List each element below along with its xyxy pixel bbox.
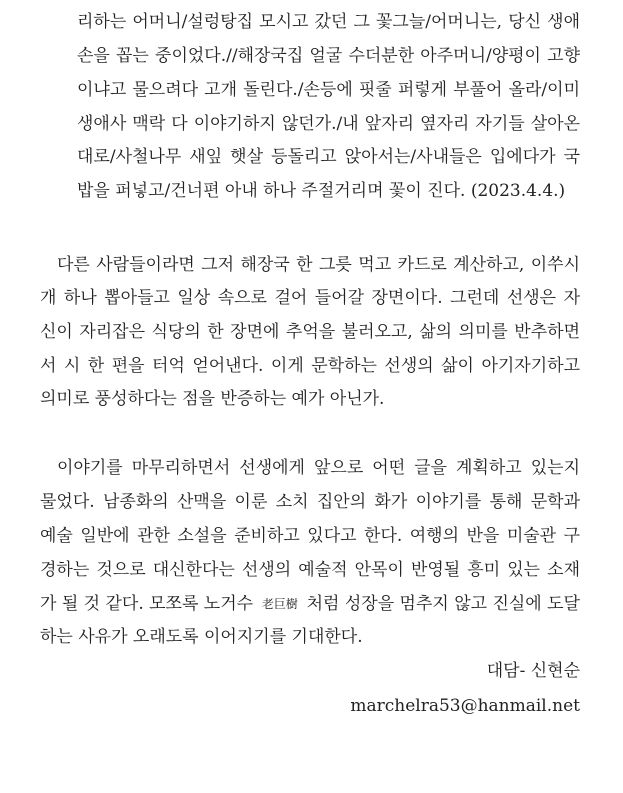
- paragraph-line: 경하는 것으로 대신한다는 선생의 예술적 안목이 반영될 흥미 있는 소재: [40, 560, 580, 580]
- paragraph-line: 물었다. 남종화의 산맥을 이룬 소치 집안의 화가 이야기를 통해 문학과: [40, 492, 580, 512]
- paragraph-line: 신이 자리잡은 식당의 한 장면에 추억을 불러오고, 삶의 의미를 반추하면: [40, 322, 580, 342]
- interviewer-credit: 대담- 신현순: [486, 661, 580, 681]
- quote-line: 손을 꼽는 중이었다.//해장국집 얼굴 수더분한 아주머니/양평이 고향: [77, 46, 580, 66]
- quote-line: 리하는 어머니/설렁탕집 모시고 갔던 그 꽃그늘/어머니는, 당신 생애: [77, 12, 580, 32]
- quote-line: 밥을 퍼넣고/건너편 아내 하나 주절거리며 꽃이 진다. (2023.4.4.): [77, 181, 566, 201]
- quote-line: 대로/사철나무 새잎 햇살 등돌리고 앉아서는/사내들은 입에다가 국: [77, 147, 580, 167]
- quote-line: 생애사 맥락 다 이야기하지 않던가./내 앞자리 옆자리 자기들 살아온: [77, 114, 580, 134]
- paragraph-line: 이야기를 마무리하면서 선생에게 앞으로 어떤 글을 계획하고 있는지: [57, 458, 580, 478]
- paragraph-line: 서 시 한 편을 터억 얻어낸다. 이게 문학하는 선생의 삶이 아기자기하고: [40, 356, 580, 376]
- paragraph-line: 개 하나 뽑아들고 일상 속으로 걸어 들어갈 장면이다. 그런데 선생은 자: [40, 288, 580, 308]
- paragraph-line: 예술 일반에 관한 소설을 준비하고 있다고 한다. 여행의 반을 미술관 구: [40, 526, 580, 546]
- paragraph-line: [40, 587, 580, 621]
- paragraph-line: 다른 사람들이라면 그저 해장국 한 그릇 먹고 카드로 계산하고, 이쑤시: [57, 255, 580, 275]
- quote-line: 이냐고 물으려다 고개 돌린다./손등에 핏줄 퍼렇게 부풀어 올라/이미: [77, 80, 580, 100]
- hanja-annotation: 老巨樹: [261, 597, 298, 611]
- author-email[interactable]: marchelra53@hanmail.net: [350, 696, 580, 716]
- line-text: 가 될 것 같다. 모쪼록 노거수: [40, 594, 254, 614]
- paragraph-line: 의미로 풍성하다는 점을 반증하는 예가 아닌가.: [40, 389, 385, 409]
- paragraph-line: 하는 사유가 오래도록 이어지기를 기대한다.: [40, 627, 363, 647]
- line-text: 처럼 성장을 멈추지 않고 진실에 도달: [306, 594, 580, 614]
